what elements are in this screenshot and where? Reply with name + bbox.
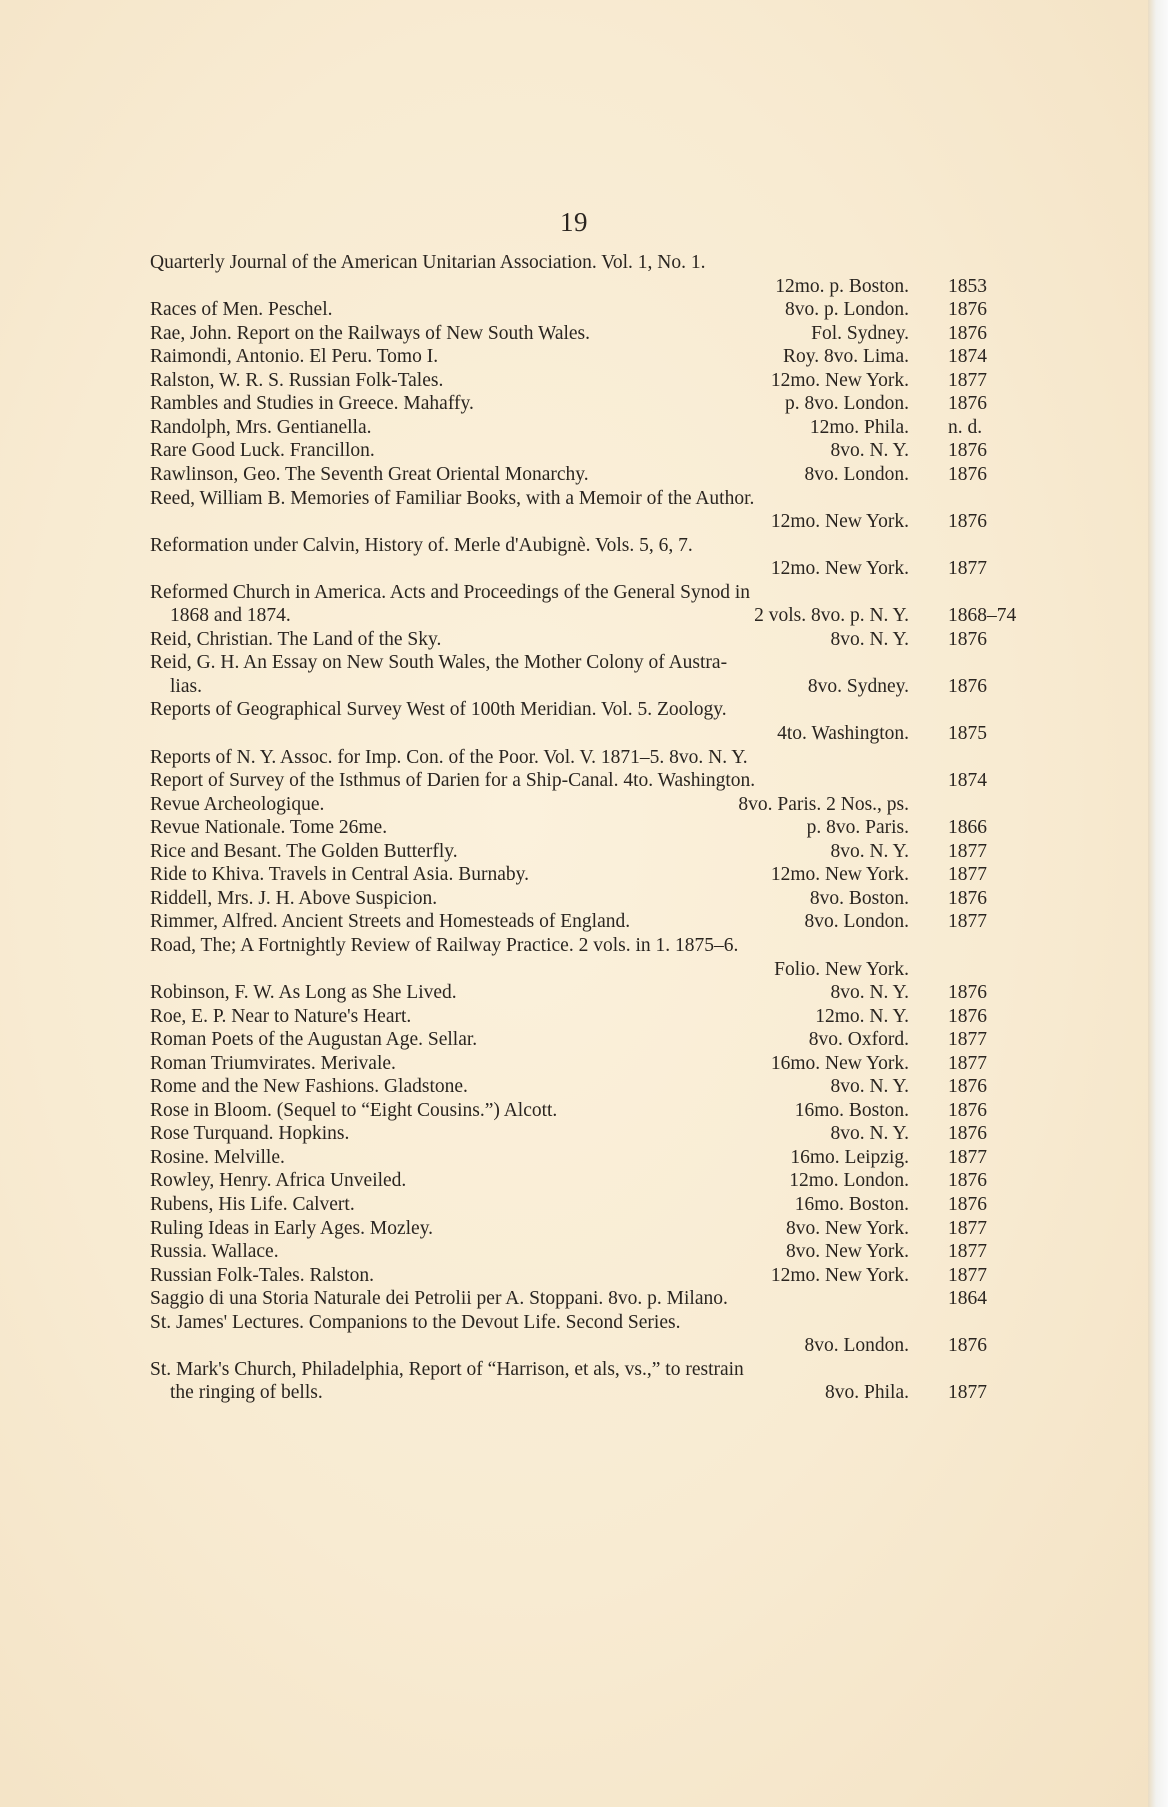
entry-year: 1876 (948, 1123, 987, 1145)
entry-year: 1877 (948, 864, 987, 886)
entry-year: 1877 (948, 911, 987, 933)
entry-title: Reformed Church in America. Acts and Proceedings of the General Synod in (150, 581, 751, 603)
entry-year: 1876 (948, 1005, 987, 1027)
entry-year: 1876 (948, 1335, 987, 1357)
entry-publication: 12mo. London. (789, 1170, 909, 1192)
entry-year: 1877 (948, 1241, 987, 1263)
entry-publication: 8vo. Paris. 2 Nos., ps. (738, 793, 909, 815)
entry-title: Roman Triumvirates. Merivale. (150, 1052, 396, 1074)
entry-title: Rice and Besant. The Golden Butterfly. (150, 840, 458, 862)
entry-publication: 8vo. N. Y. (830, 440, 909, 462)
entry-publication: 12mo. New York. (770, 864, 909, 886)
entry-publication: 8vo. New York. (786, 1217, 909, 1239)
entry-title: Reid, Christian. The Land of the Sky. (150, 628, 442, 650)
entry-year: 1876 (948, 628, 987, 650)
entry-year: 1876 (948, 1194, 987, 1215)
entry-title: Rare Good Luck. Francillon. (150, 440, 375, 462)
entry-title: Robinson, F. W. As Long as She Lived. (150, 982, 457, 1004)
entry-title: Roman Poets of the Augustan Age. Sellar. (150, 1029, 478, 1051)
entry-publication: 8vo. p. London. (784, 299, 909, 321)
entry-publication: 16mo. Leipzig. (790, 1146, 909, 1168)
entry-publication: 8vo. Boston. (809, 887, 909, 909)
entry-year: 1874 (948, 346, 987, 368)
entry-title: Randolph, Mrs. Gentianella. (150, 416, 372, 438)
entry-year: 1876 (948, 675, 987, 697)
entry-publication: 12mo. Phila. (809, 416, 909, 438)
entry-publication: Folio. New York. (774, 958, 909, 980)
entry-title: Road, The; A Fortnightly Review of Railway Practice. 2 vols. in 1. 1875–6. (150, 934, 739, 956)
entry-publication: 8vo. New York. (786, 1241, 909, 1263)
entry-year: 1876 (948, 982, 987, 1004)
entry-title: Saggio di una Storia Naturale dei Petrolii per A. Stoppani. 8vo. p. Milano. (150, 1288, 728, 1310)
entry-title: Riddell, Mrs. J. H. Above Suspicion. (150, 887, 438, 909)
entry-publication: 12mo. New York. (770, 369, 909, 391)
entry-title: Rosine. Melville. (150, 1146, 285, 1168)
entry-year: 1876 (948, 511, 987, 533)
entry-publication: 8vo. N. Y. (830, 982, 909, 1004)
entry-year: n. d. (948, 416, 983, 438)
page-number: 19 (560, 207, 588, 237)
entry-publication: 12mo. New York. (770, 558, 909, 580)
entry-publication: 2 vols. 8vo. p. N. Y. (754, 605, 909, 627)
entry-year: 1853 (948, 275, 987, 297)
entry-title: Quarterly Journal of the American Unitarian Association. Vol. 1, No. 1. (150, 252, 706, 273)
entry-publication: 8vo. N. Y. (830, 840, 909, 862)
page-edge (1148, 0, 1168, 1807)
entry-year: 1876 (948, 322, 987, 344)
entry-title: Races of Men. Peschel. (150, 299, 333, 321)
entry-continuation: the ringing of bells. (170, 1382, 323, 1404)
entry-continuation: 1868 and 1874. (170, 605, 291, 627)
entry-publication: 8vo. Sydney. (807, 675, 909, 697)
entry-publication: 16mo. New York. (770, 1052, 909, 1074)
entry-year: 1864 (948, 1288, 987, 1310)
entry-title: Rome and the New Fashions. Gladstone. (150, 1076, 468, 1098)
entry-year: 1877 (948, 1146, 987, 1168)
entry-publication: 8vo. N. Y. (830, 1123, 909, 1145)
entry-title: Reports of Geographical Survey West of 100th Meridian. Vol. 5. Zoology. (150, 699, 727, 721)
entry-publication: 8vo. London. (804, 1335, 909, 1357)
entry-year: 1876 (948, 440, 987, 462)
entry-publication: 8vo. London. (804, 463, 909, 485)
entry-year: 1866 (948, 817, 987, 839)
entry-title: Rubens, His Life. Calvert. (150, 1194, 355, 1215)
entry-title: Ruling Ideas in Early Ages. Mozley. (150, 1217, 434, 1239)
entry-year: 1876 (948, 887, 987, 909)
entry-publication: 8vo. N. Y. (830, 1076, 909, 1098)
entry-year: 1876 (948, 393, 987, 415)
entry-title: Rimmer, Alfred. Ancient Streets and Homesteads of England. (150, 911, 631, 933)
entry-publication: p. 8vo. Paris. (806, 817, 909, 839)
entry-title: Rowley, Henry. Africa Unveiled. (150, 1170, 407, 1192)
entry-year: 1877 (948, 369, 987, 391)
entry-publication: 8vo. Phila. (825, 1382, 909, 1404)
entry-publication: 16mo. Boston. (794, 1099, 909, 1121)
entry-publication: 8vo. N. Y. (830, 628, 909, 650)
entry-title: Raimondi, Antonio. El Peru. Tomo I. (150, 346, 439, 368)
entry-title: Rose in Bloom. (Sequel to “Eight Cousins.”) Alcott. (150, 1099, 558, 1121)
entry-publication: 8vo. London. (804, 911, 909, 933)
entry-year: 1877 (948, 1217, 987, 1239)
entry-title: Reid, G. H. An Essay on New South Wales, the Mother Colony of Austra- (150, 652, 728, 674)
entry-publication: 12mo. p. Boston. (775, 275, 909, 297)
entry-year: 1876 (948, 1076, 987, 1098)
entry-year: 1876 (948, 463, 987, 485)
entry-title: Report of Survey of the Isthmus of Darien for a Ship-Canal. 4to. Washington. (150, 770, 756, 792)
entry-continuation: lias. (170, 675, 202, 697)
entry-title: Rae, John. Report on the Railways of New South Wales. (150, 322, 591, 344)
entry-title: Reed, William B. Memories of Familiar Books, with a Memoir of the Author. (150, 487, 755, 509)
entry-title: Rawlinson, Geo. The Seventh Great Oriental Monarchy. (150, 463, 589, 485)
entry-publication: 12mo. New York. (770, 1264, 909, 1286)
entry-year: 1876 (948, 299, 987, 321)
entry-title: Rambles and Studies in Greece. Mahaffy. (150, 393, 474, 415)
entry-year: 1874 (948, 770, 987, 792)
entry-year: 1877 (948, 1382, 987, 1404)
entry-publication: 4to. Washington. (777, 723, 909, 744)
entry-year: 1877 (948, 558, 987, 580)
entry-title: Revue Archeologique. (150, 793, 325, 815)
entry-title: Reports of N. Y. Assoc. for Imp. Con. of the Poor. Vol. V. 1871–5. 8vo. N. Y. (150, 746, 748, 768)
entry-title: Rose Turquand. Hopkins. (150, 1123, 350, 1145)
entry-year: 1876 (948, 1170, 987, 1192)
entry-publication: Roy. 8vo. Lima. (782, 346, 909, 368)
entry-publication: 12mo. New York. (770, 511, 909, 533)
entry-publication: Fol. Sydney. (811, 322, 909, 344)
entry-year: 1875 (948, 723, 987, 744)
entry-title: Russia. Wallace. (150, 1241, 279, 1263)
entry-year: 1876 (948, 1099, 987, 1121)
entry-title: St. James' Lectures. Companions to the Devout Life. Second Series. (150, 1311, 681, 1333)
entry-title: Revue Nationale. Tome 26me. (150, 817, 388, 839)
entry-year: 1877 (948, 1029, 987, 1051)
entry-year: 1868–74 (948, 605, 1017, 627)
entry-title: St. Mark's Church, Philadelphia, Report of “Harrison, et als, vs.,” to restrain (150, 1358, 744, 1380)
entry-year: 1877 (948, 840, 987, 862)
entry-publication: 12mo. N. Y. (815, 1005, 909, 1027)
entry-publication: 16mo. Boston. (794, 1194, 909, 1215)
entry-publication: 8vo. Oxford. (808, 1029, 909, 1051)
entry-title: Ride to Khiva. Travels in Central Asia. Burnaby. (150, 864, 529, 886)
entry-title: Roe, E. P. Near to Nature's Heart. (150, 1005, 412, 1027)
entry-title: Russian Folk-Tales. Ralston. (150, 1264, 374, 1286)
entry-year: 1877 (948, 1052, 987, 1074)
entry-publication: p. 8vo. London. (784, 393, 909, 415)
entry-title: Ralston, W. R. S. Russian Folk-Tales. (150, 369, 444, 391)
entry-year: 1877 (948, 1264, 987, 1286)
entry-title: Reformation under Calvin, History of. Merle d'Aubignè. Vols. 5, 6, 7. (150, 534, 693, 556)
